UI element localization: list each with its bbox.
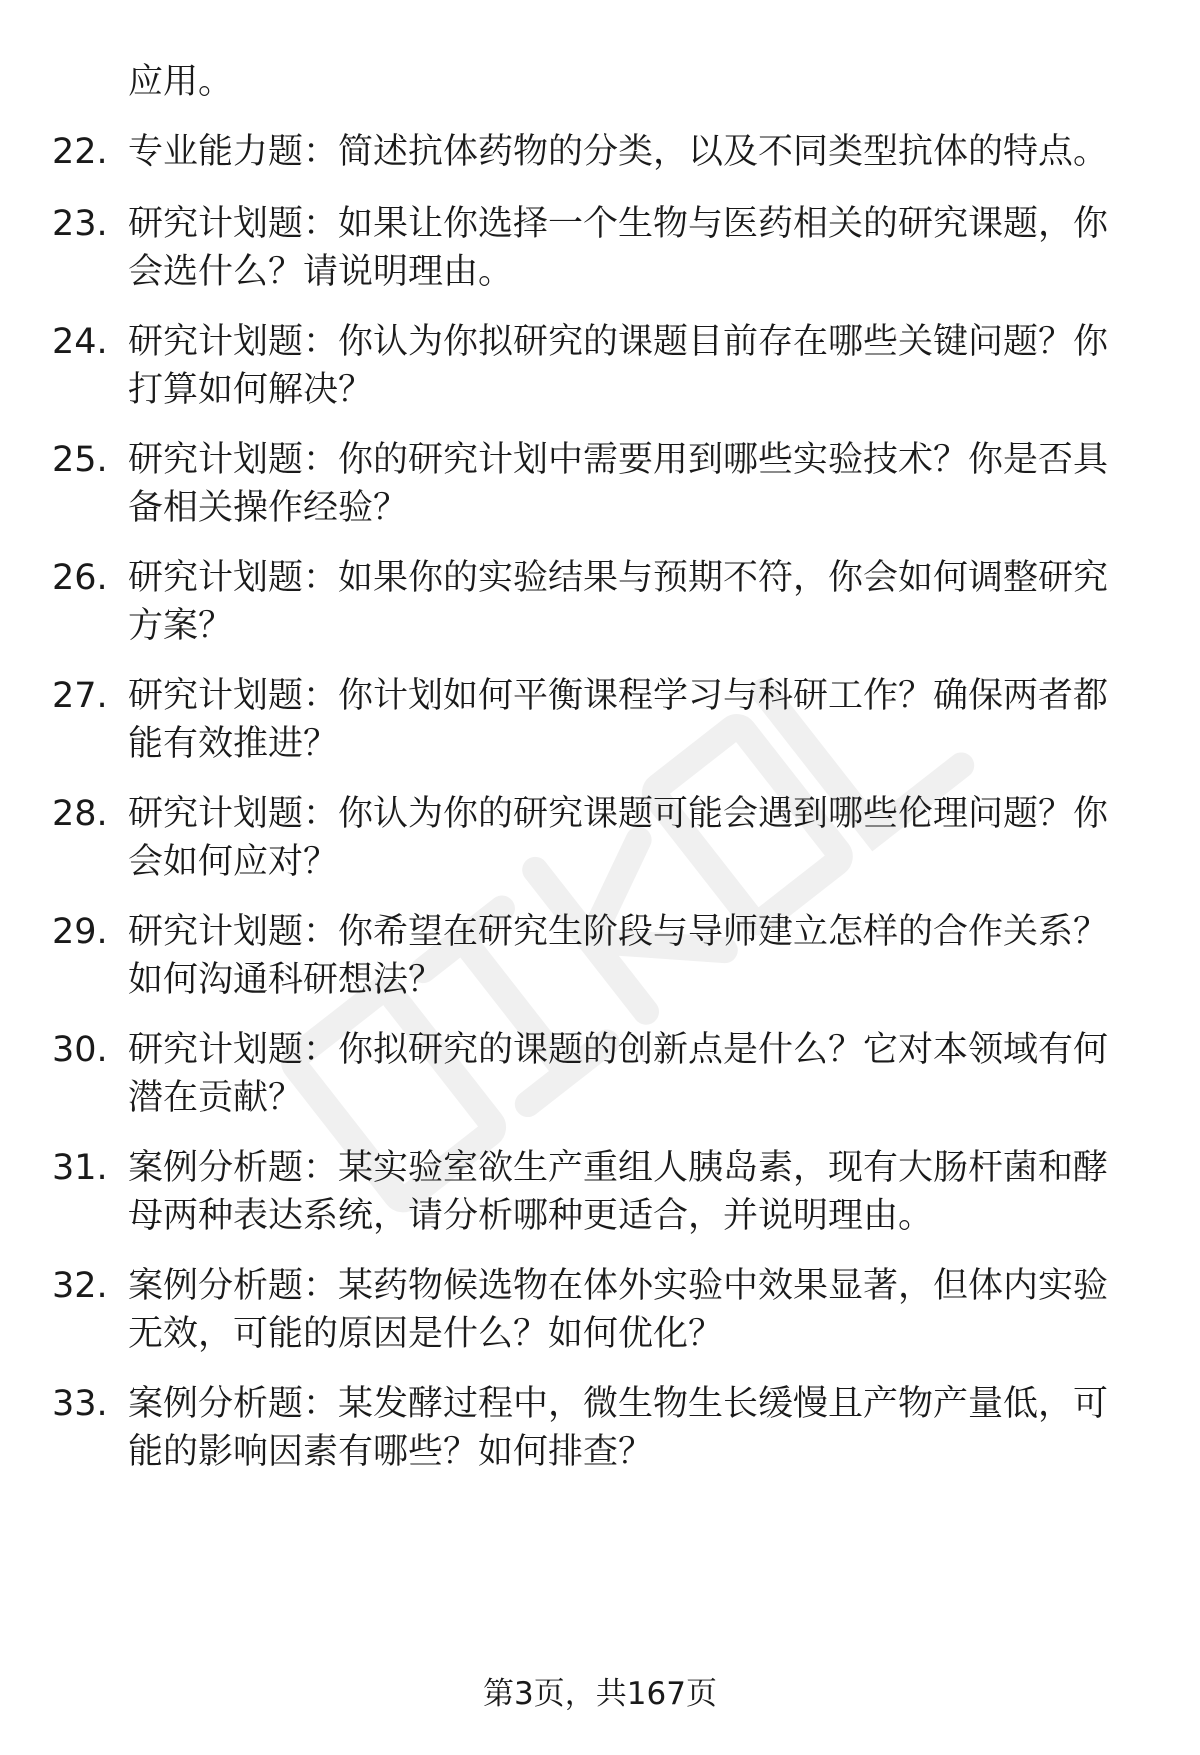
question-text-line: 备相关操作经验？ (128, 488, 409, 528)
question-number: 32. (52, 1266, 108, 1306)
question-text (128, 318, 1148, 414)
question-text-line: 研究计划题：你认为你拟研究的课题目前存在哪些关键问题？你 (128, 322, 1109, 362)
question-text-line: 母两种表达系统，请分析哪种更适合，并说明理由。 (128, 1196, 934, 1236)
question-number: 28. (52, 794, 108, 834)
question-text-line: 研究计划题：如果让你选择一个生物与医药相关的研究课题，你 (128, 204, 1109, 244)
question-text-line: 案例分析题：某实验室欲生产重组人胰岛素，现有大肠杆菌和酵 (128, 1148, 1109, 1188)
question-number: 26. (52, 558, 108, 598)
question-text-line: 能有效推进？ (128, 724, 339, 764)
continuation-text: 应用。 (128, 62, 234, 102)
question-text (128, 1262, 1148, 1358)
question-text (128, 1144, 1148, 1240)
question-text-line: 潜在贡献？ (128, 1078, 304, 1118)
question-number: 29. (52, 912, 108, 952)
question-text (128, 554, 1148, 650)
question-text-line: 案例分析题：某发酵过程中，微生物生长缓慢且产物产量低，可 (128, 1384, 1109, 1424)
question-text-line: 如何沟通科研想法？ (128, 960, 444, 1000)
question-text-line: 研究计划题：你拟研究的课题的创新点是什么？它对本领域有何 (128, 1030, 1109, 1070)
question-text-line: 无效，可能的原因是什么？如何优化？ (128, 1314, 724, 1354)
question-text-line: 打算如何解决？ (128, 370, 374, 410)
page-footer: 第3页，共167页 (483, 1676, 717, 1712)
question-number: 27. (52, 676, 108, 716)
question-text (128, 1380, 1148, 1476)
question-number: 23. (52, 204, 108, 244)
question-text-line: 案例分析题：某药物候选物在体外实验中效果显著，但体内实验 (128, 1266, 1109, 1306)
question-number: 30. (52, 1030, 108, 1070)
question-text-line: 专业能力题：简述抗体药物的分类，以及不同类型抗体的特点。 (128, 132, 1109, 172)
question-text (128, 908, 1148, 1004)
question-text (128, 790, 1148, 886)
question-text-line: 研究计划题：你计划如何平衡课程学习与科研工作？确保两者都 (128, 676, 1109, 716)
question-text-line: 会选什么？请说明理由。 (128, 252, 514, 292)
question-text (128, 128, 1148, 176)
question-text-line: 研究计划题：如果你的实验结果与预期不符，你会如何调整研究 (128, 558, 1109, 598)
question-number: 33. (52, 1384, 108, 1424)
question-text (128, 1026, 1148, 1122)
question-text-line: 研究计划题：你认为你的研究课题可能会遇到哪些伦理问题？你 (128, 794, 1109, 834)
question-number: 31. (52, 1148, 108, 1188)
question-text-line: 能的影响因素有哪些？如何排查？ (128, 1432, 654, 1472)
question-number: 22. (52, 132, 108, 172)
question-number: 24. (52, 322, 108, 362)
question-text-line: 研究计划题：你的研究计划中需要用到哪些实验技术？你是否具 (128, 440, 1109, 480)
question-text-line: 方案？ (128, 606, 234, 646)
question-text (128, 436, 1148, 532)
question-text (128, 200, 1148, 296)
question-text (128, 672, 1148, 768)
question-text-line: 研究计划题：你希望在研究生阶段与导师建立怎样的合作关系？ (128, 912, 1109, 952)
question-text-line: 会如何应对？ (128, 842, 339, 882)
question-number: 25. (52, 440, 108, 480)
